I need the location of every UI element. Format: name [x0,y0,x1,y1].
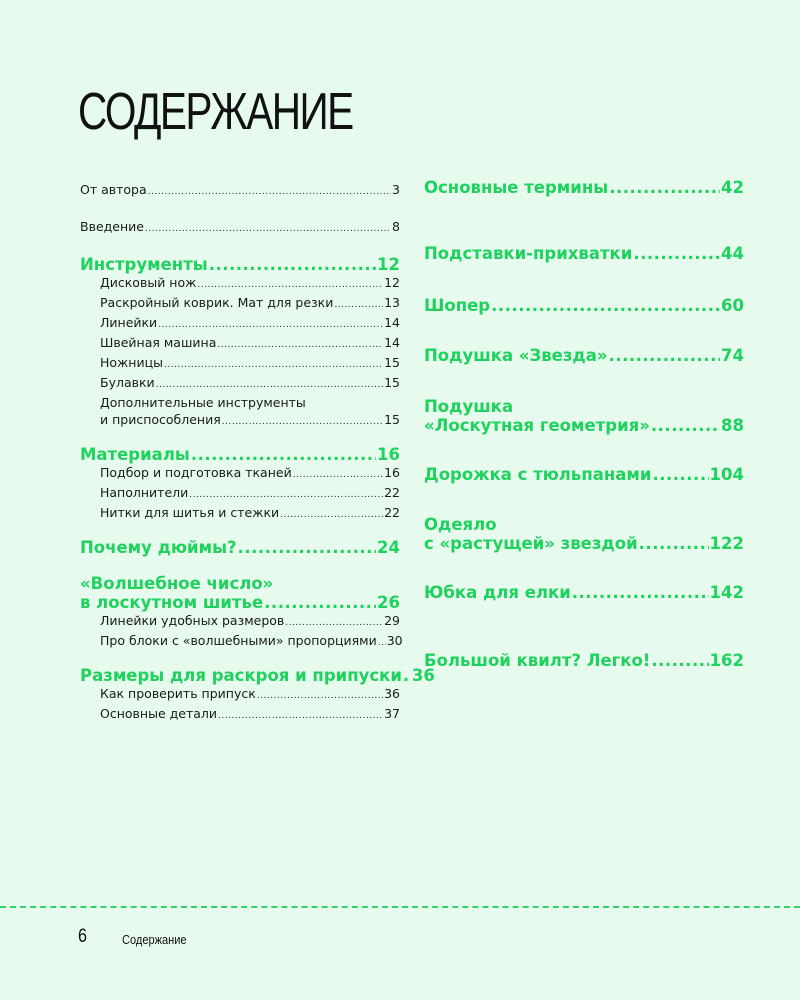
toc-chapter-label: Материалы [80,445,190,464]
toc-chapter-page: 142 [709,583,744,602]
toc-entry-label: Наполнители [100,485,189,500]
toc-entry-page: 36 [384,686,400,701]
dot-leader [209,255,376,274]
toc-subentry[interactable] [80,374,400,394]
toc-entry-label: Раскройный коврик. Мат для резки [100,295,334,310]
toc-entry-label-line1: Дополнительные инструменты [100,395,306,410]
dot-leader [218,708,383,725]
toc-entry-label: Как проверить припуск [100,686,256,701]
toc-entry-page: 14 [384,335,400,350]
toc-chapter-label-line1: Одеяло [424,515,497,534]
toc-chapter-label-line2: с «растущей» звездой [424,534,638,553]
toc-subentry[interactable] [80,464,400,484]
toc-entry-page: 8 [392,219,400,234]
toc-chapter-page: 36 [411,666,435,685]
dot-leader [285,615,383,632]
dot-leader [264,593,376,612]
toc-entry-page: 37 [384,706,400,721]
dot-leader [572,583,709,602]
dot-leader [280,507,383,524]
dot-leader [378,635,386,652]
toc-right-column [424,178,744,670]
dot-leader [164,357,383,374]
dot-leader [197,277,383,294]
toc-entry-page: 22 [384,485,400,500]
toc-chapter-page: 24 [377,538,400,557]
toc-chapter-potholders[interactable] [424,244,744,263]
toc-entry-label: Основные детали [100,706,217,721]
toc-subentry[interactable] [80,334,400,354]
toc-chapter-magic-number[interactable] [80,574,400,612]
toc-entry-label: Нитки для шитья и стежки [100,505,280,520]
toc-subentry[interactable] [80,612,400,632]
toc-entry-label: Дисковый нож [100,275,197,290]
dot-leader [609,178,720,197]
dot-leader [651,416,720,435]
toc-chapter-label-line2: в лоскутном шитье [80,593,264,612]
toc-chapter-sizes[interactable] [80,666,435,685]
toc-entry-page: 30 [386,633,403,648]
toc-subentry[interactable] [80,504,400,524]
toc-chapter-label: Шопер [424,296,491,315]
toc-subentry[interactable] [80,314,400,334]
page-title: СОДЕРЖАНИЕ [78,83,353,141]
toc-subentry[interactable] [80,484,400,504]
toc-chapter-label: Размеры для раскроя и припуски [80,666,402,685]
dot-leader [189,487,383,504]
dot-leader [652,465,708,484]
footer-divider [0,906,800,908]
toc-chapter-terms[interactable] [424,178,744,197]
dot-leader [191,445,376,464]
toc-entry-page: 15 [384,412,400,427]
toc-entry-label: Булавки [100,375,155,390]
toc-entry-page: 14 [384,315,400,330]
toc-left-column [80,181,435,725]
toc-entry-label: Ножницы [100,355,163,370]
toc-entry-label: Подбор и подготовка тканей [100,465,292,480]
toc-chapter-label: Юбка для елки [424,583,571,602]
dot-leader [145,221,391,238]
toc-chapter-page: 16 [377,445,400,464]
dot-leader [217,337,383,354]
dot-leader [651,651,708,670]
toc-chapter-label-line1: Подушка [424,397,514,416]
toc-entry-page: 29 [384,613,400,628]
toc-chapter-page: 44 [721,244,744,263]
toc-entry-page: 12 [384,275,400,290]
toc-chapter-tools[interactable] [80,255,400,274]
toc-chapter-label: Подушка «Звезда» [424,346,608,365]
toc-chapter-label: Подставки-прихватки [424,244,633,263]
dot-leader [491,296,720,315]
toc-entry-label: Введение [80,219,144,234]
dot-leader [334,297,383,314]
toc-entry-label: Линейки [100,315,158,330]
dot-leader [633,244,720,263]
toc-chapter-page: 104 [709,465,744,484]
toc-entry-page: 15 [384,355,400,370]
toc-subentry[interactable] [80,354,400,374]
toc-chapter-star-pillow[interactable] [424,346,744,365]
toc-subentry[interactable] [80,705,400,725]
toc-entry-label-line2: и приспособления [100,412,221,427]
page-number: 6 [78,926,87,947]
toc-chapter-label: Основные термины [424,178,609,197]
toc-entry-label: Линейки удобных размеров [100,613,285,628]
running-footer-section: Содержание [122,932,187,947]
toc-entry-page: 15 [384,375,400,390]
toc-entry-page: 22 [384,505,400,520]
toc-chapter-page: 88 [721,416,744,435]
toc-chapter-label: Дорожка с тюльпанами [424,465,652,484]
toc-chapter-blanket[interactable] [424,515,744,553]
toc-subentry[interactable] [80,632,403,652]
toc-chapter-page: 12 [377,255,400,274]
toc-chapter-tree-skirt[interactable] [424,583,744,602]
toc-entry-page: 16 [384,465,400,480]
toc-chapter-label: Инструменты [80,255,208,274]
toc-chapter-page: 26 [377,593,400,612]
toc-subentry[interactable] [80,274,400,294]
toc-chapter-shopper[interactable] [424,296,744,315]
toc-subentry[interactable] [80,685,400,705]
toc-chapter-page: 74 [721,346,744,365]
toc-entry-intro[interactable] [80,218,400,238]
toc-entry-label: Швейная машина [100,335,217,350]
toc-chapter-page: 122 [709,534,744,553]
toc-chapter-inches[interactable] [80,538,400,557]
toc-entry-page: 13 [384,295,400,310]
toc-entry-page: 3 [392,182,400,197]
toc-chapter-label: Почему дюймы? [80,538,237,557]
toc-chapter-page: 162 [709,651,744,670]
toc-chapter-page: 42 [721,178,744,197]
dot-leader [148,184,391,201]
toc-chapter-geo-pillow[interactable] [424,397,744,435]
toc-entry-label: От автора [80,182,147,197]
dot-leader [222,414,383,431]
dot-leader [158,317,383,334]
dot-leader [403,666,411,685]
dot-leader [639,534,709,553]
dot-leader [257,688,383,705]
dot-leader [293,467,383,484]
toc-chapter-materials[interactable] [80,445,400,464]
dot-leader [156,377,383,394]
toc-chapter-big-quilt[interactable] [424,651,744,670]
toc-chapter-tulips[interactable] [424,465,744,484]
toc-chapter-page: 60 [721,296,744,315]
toc-entry-label: Про блоки с «волшебными» пропорциями [100,633,377,648]
toc-entry-author[interactable] [80,181,400,201]
dot-leader [609,346,720,365]
toc-chapter-label-line2: «Лоскутная геометрия» [424,416,650,435]
toc-chapter-label-line1: «Волшебное число» [80,574,274,593]
toc-chapter-label: Большой квилт? Легко! [424,651,651,670]
dot-leader [238,538,376,557]
toc-subentry[interactable] [80,294,400,314]
toc-subentry-extra-tools[interactable] [80,394,400,431]
